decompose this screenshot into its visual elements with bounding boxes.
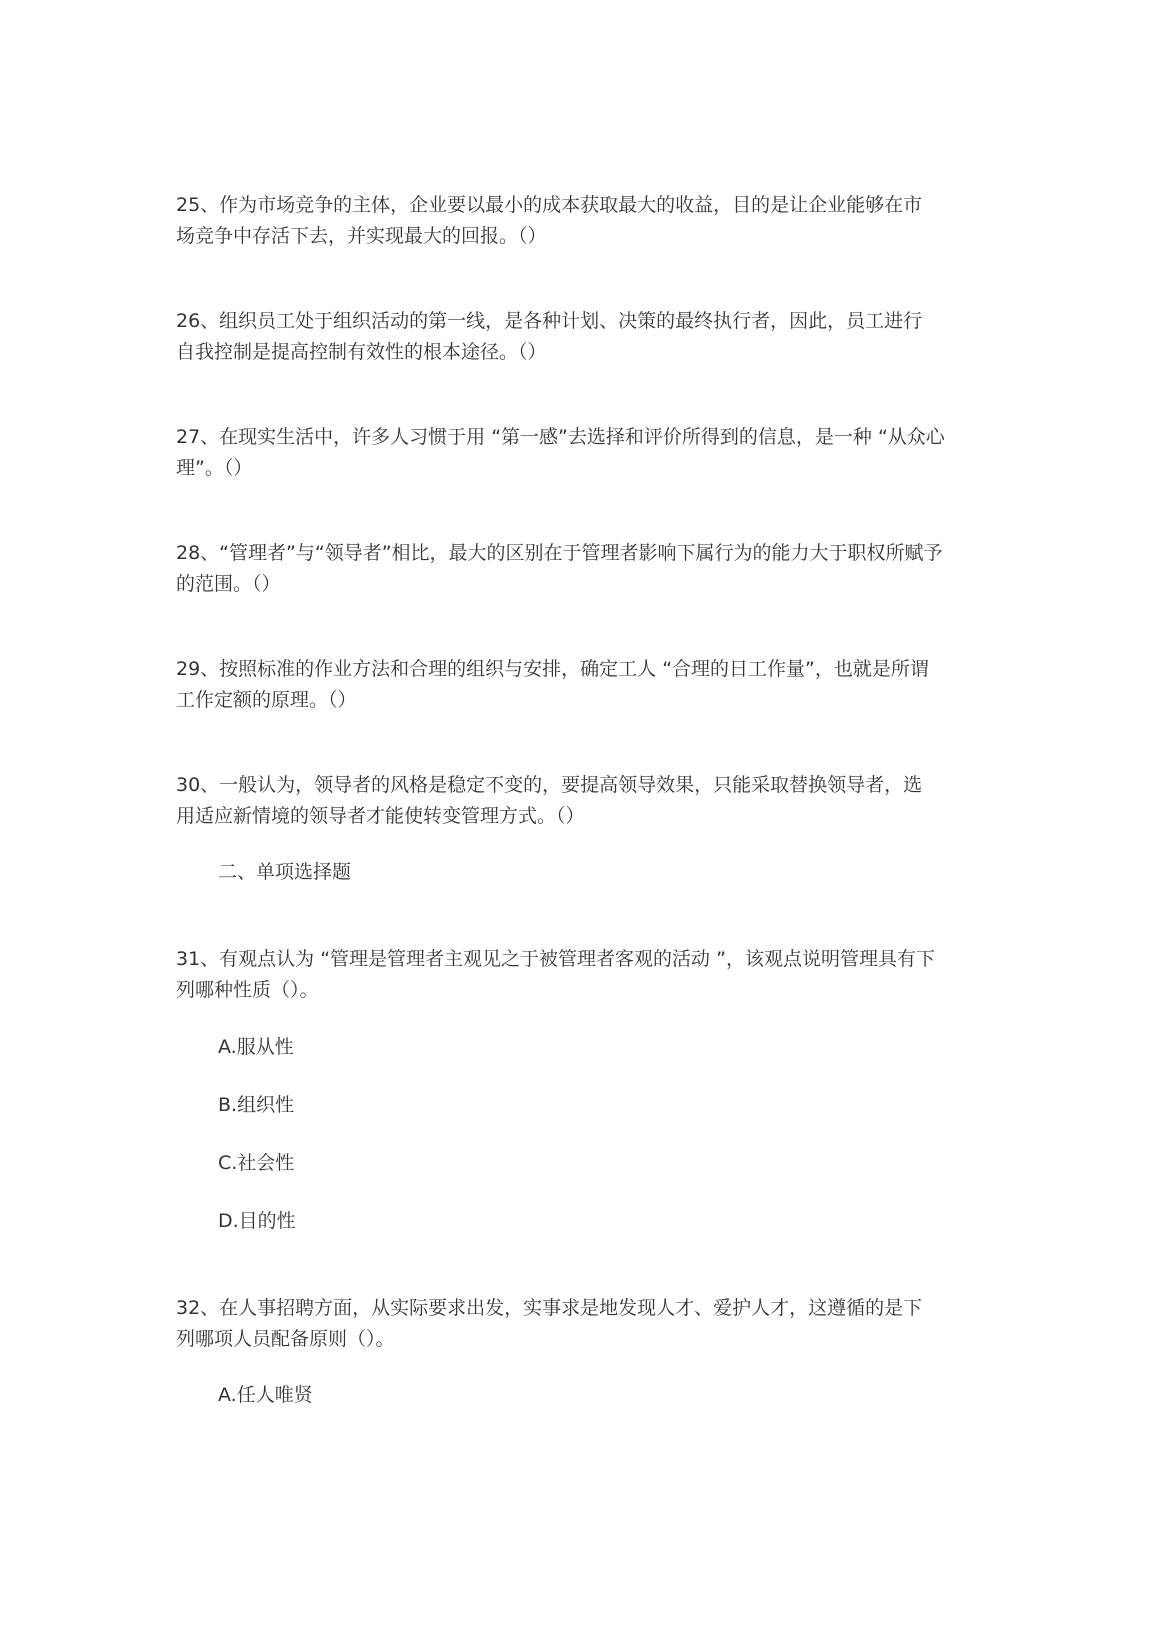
- question-text-line: 25、作为市场竞争的主体，企业要以最小的成本获取最大的收益，目的是让企业能够在市: [176, 194, 923, 216]
- question-31: [176, 944, 976, 1006]
- question-text-line: 31、有观点认为 “管理是管理者主观见之于被管理者客观的活动 ”，该观点说明管理具有下: [176, 948, 935, 970]
- question-26: [176, 306, 976, 368]
- question-28: [176, 538, 976, 600]
- question-32: [176, 1293, 976, 1355]
- question-text-line: 28、“管理者”与“领导者”相比，最大的区别在于管理者影响下属行为的能力大于职权所赋予: [176, 542, 943, 564]
- option-text: D.目的性: [218, 1210, 296, 1232]
- section-heading-text: 二、单项选择题: [218, 861, 352, 883]
- question-text-line: 27、在现实生活中，许多人习惯于用 “第一感”去选择和评价所得到的信息，是一种 “从众心: [176, 426, 945, 448]
- section-heading: [218, 857, 1018, 888]
- question-text-line: 26、组织员工处于组织活动的第一线，是各种计划、决策的最终执行者，因此，员工进行: [176, 310, 923, 332]
- question-text-line: 的范围。（）: [176, 573, 281, 595]
- question-25: [176, 190, 976, 252]
- option-b: [218, 1090, 1018, 1121]
- question-29: [176, 654, 976, 716]
- question-text-line: 场竞争中存活下去，并实现最大的回报。（）: [176, 225, 547, 247]
- question-text-line: 29、按照标准的作业方法和合理的组织与安排，确定工人 “合理的日工作量”，也就是所谓: [176, 658, 929, 680]
- option-text: A.服从性: [218, 1036, 294, 1058]
- option-c: [218, 1148, 1018, 1179]
- question-text-line: 30、一般认为，领导者的风格是稳定不变的，要提高领导效果，只能采取替换领导者，选: [176, 774, 923, 796]
- option-text: B.组织性: [218, 1094, 295, 1116]
- question-30: [176, 770, 976, 832]
- option-a: [218, 1380, 1018, 1411]
- question-text-line: 32、在人事招聘方面，从实际要求出发，实事求是地发现人才、爱护人才，这遵循的是下: [176, 1297, 923, 1319]
- option-text: C.社会性: [218, 1152, 295, 1174]
- question-27: [176, 422, 976, 484]
- question-text-line: 用适应新情境的领导者才能使转变管理方式。（）: [176, 805, 585, 827]
- option-text: A.任人唯贤: [218, 1384, 313, 1406]
- option-d: [218, 1206, 1018, 1237]
- question-text-line: 自我控制是提高控制有效性的根本途径。（）: [176, 341, 547, 363]
- option-a: [218, 1032, 1018, 1063]
- question-text-line: 列哪种性质（）。: [176, 979, 319, 1001]
- question-text-line: 理”。（）: [176, 457, 253, 479]
- question-text-line: 工作定额的原理。（）: [176, 689, 357, 711]
- question-text-line: 列哪项人员配备原则（）。: [176, 1328, 395, 1350]
